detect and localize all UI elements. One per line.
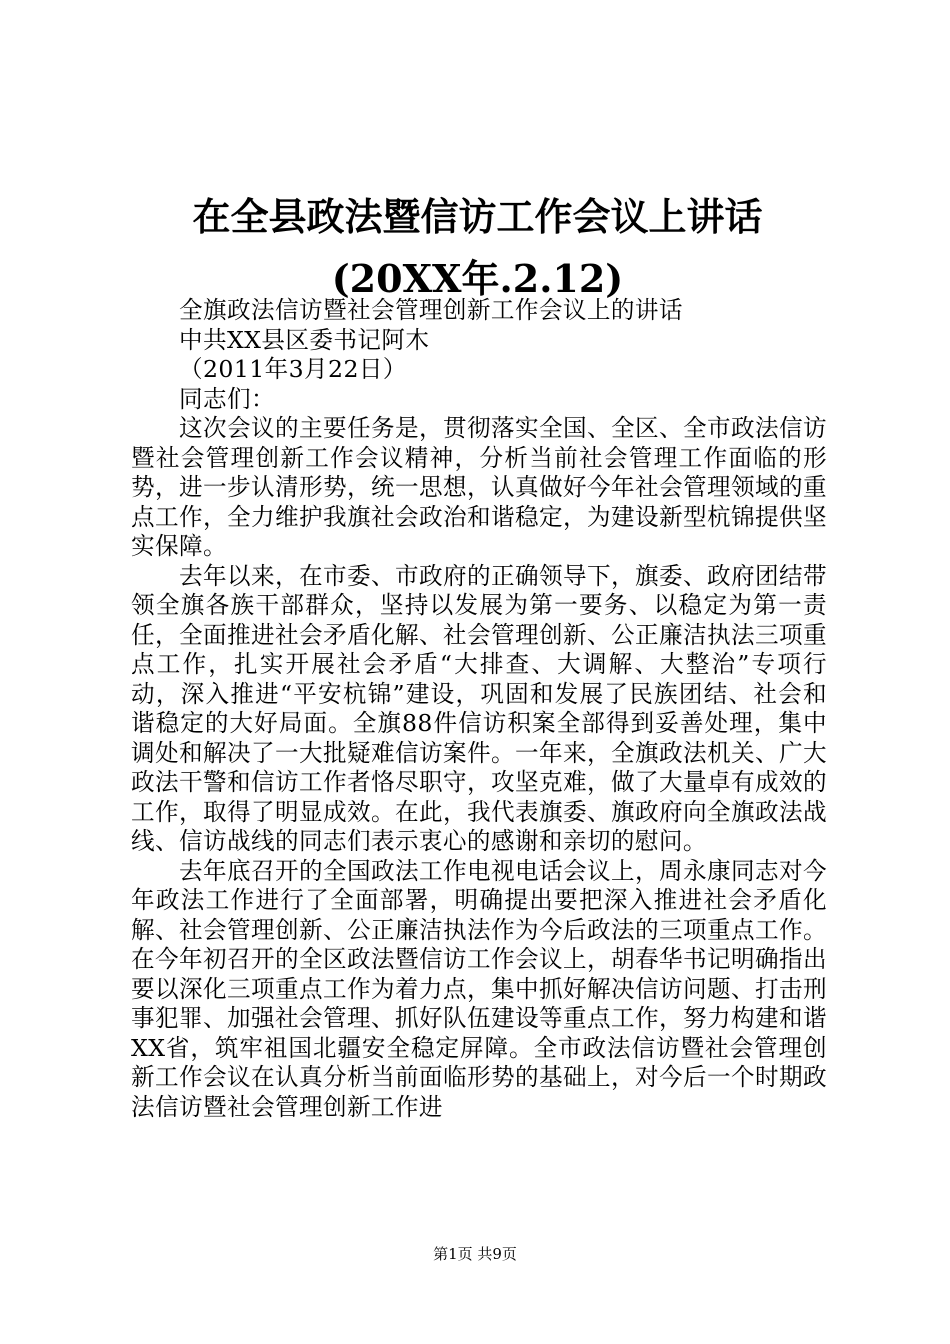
- paragraph: 这次会议的主要任务是，贯彻落实全国、全区、全市政法信访暨社会管理创新工作会议精神，分析当前社会管理工作面临的形势，进一步认清形势，统一思想，认真做好今年社会管理领域的重点工作，全力维护我旗社会政治和谐稳定，为建设新型杭锦提供坚实保障。: [131, 414, 827, 560]
- speech-subtitle: 全旗政法信访暨社会管理创新工作会议上的讲话: [179, 296, 683, 324]
- date-line: （2011年3月22日）: [179, 355, 407, 383]
- salutation: 同志们：: [179, 384, 275, 413]
- page-number: 第1页 共9页: [433, 1245, 517, 1263]
- paragraph: 去年底召开的全国政法工作电视电话会议上，周永康同志对今年政法工作进行了全面部署，明确提出要把深入推进社会矛盾化解、社会管理创新、公正廉洁执法作为今后政法的三项重点工作。在今年初召开的全区政法暨信访工作会议上，胡春华书记明确指出要以深化三项重点工作为着力点，集中抓好解决信访问题、打击刑事犯罪、加强社会管理、抓好队伍建设等重点工作，努力构建和谐XX省，筑牢祖国北疆安全稳定屏障。全市政法信访暨社会管理创新工作会议在认真分析当前面临形势的基础上，对今后一个时期政法信访暨社会管理创新工作进: [131, 856, 827, 1121]
- document-title: 在全县政法暨信访工作会议上讲话(20XX年.2.12): [192, 194, 763, 301]
- document-body: [131, 296, 827, 1122]
- speaker-line: 中共XX县区委书记阿木: [179, 325, 430, 354]
- paragraph: 去年以来，在市委、市政府的正确领导下，旗委、政府团结带领全旗各族干部群众，坚持以发展为第一要务、以稳定为第一责任，全面推进社会矛盾化解、社会管理创新、公正廉洁执法三项重点工作，扎实开展社会矛盾“大排查、大调解、大整治”专项行动，深入推进“平安杭锦”建设，巩固和发展了民族团结、社会和谐稳定的大好局面。全旗88件信访积案全部得到妥善处理，集中调处和解决了一大批疑难信访案件。一年来，全旗政法机关、广大政法干警和信访工作者恪尽职守，攻坚克难，做了大量卓有成效的工作，取得了明显成效。在此，我代表旗委、旗政府向全旗政法战线、信访战线的同志们表示衷心的感谢和亲切的慰问。: [131, 561, 827, 855]
